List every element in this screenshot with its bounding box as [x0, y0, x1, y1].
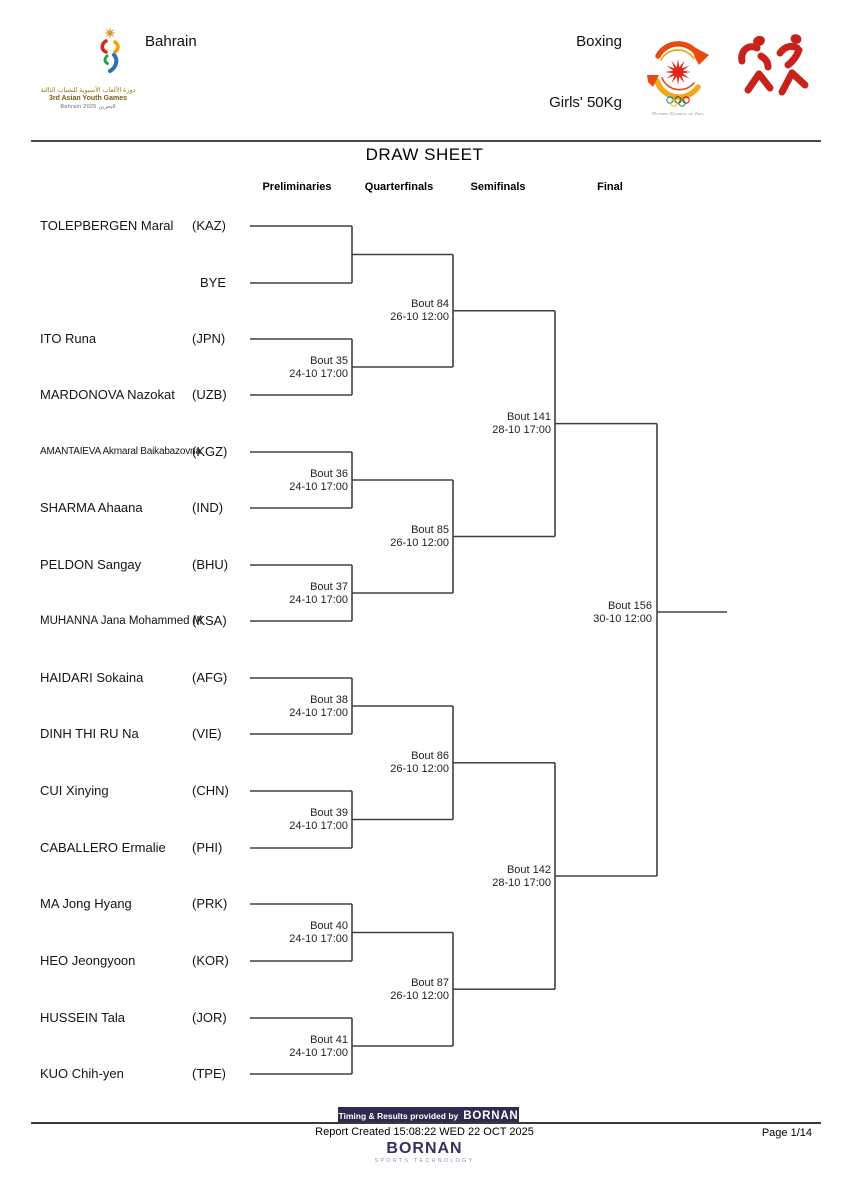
- bout-number: Bout 85: [411, 524, 449, 536]
- bout-time: 26-10 12:00: [390, 311, 449, 324]
- bout-number: Bout 142: [506, 863, 551, 876]
- bout-time: 24-10 17:00: [289, 933, 348, 945]
- bout-time: 26-10 12:00: [390, 537, 449, 549]
- competitor-name: ITO Runa: [40, 331, 97, 346]
- footer-divider: [31, 1122, 821, 1124]
- competitor-name: MARDONOVA Nazokat: [40, 387, 175, 402]
- competitor-noc: (KAZ): [192, 218, 226, 233]
- bout-label: [390, 298, 449, 324]
- round-header-final: Final: [597, 181, 623, 193]
- bornan-logo: [0, 1141, 849, 1165]
- bout-number: Bout 156: [607, 599, 652, 612]
- competitor-name: MUHANNA Jana Mohammed M: [40, 615, 203, 627]
- competitor-noc: (CHN): [192, 783, 229, 798]
- bout-label: [593, 600, 652, 626]
- bout-label: [289, 1034, 348, 1060]
- page-title: DRAW SHEET: [365, 145, 484, 164]
- bout-label: [289, 355, 348, 381]
- competitor-noc: (BHU): [192, 557, 229, 572]
- bout-time: 24-10 17:00: [289, 593, 348, 606]
- emblem-arabic-title: دورة الألعاب الآسيوية للشباب الثالثة: [40, 87, 136, 94]
- competitor-noc: (PRK): [192, 896, 228, 911]
- bout-time: 24-10 17:00: [289, 706, 348, 719]
- bornan-wordmark: BORNAN: [463, 1109, 519, 1122]
- provider-prefix-label: Timing & Results provided by: [338, 1110, 459, 1121]
- competitor-name: KUO Chih-yen: [40, 1066, 124, 1081]
- oca-logo-caption: Olympic Council of Asia: [652, 111, 704, 116]
- bye-label: BYE: [200, 275, 227, 290]
- bout-time: 30-10 12:00: [593, 612, 652, 625]
- competitor-noc: (UZB): [192, 387, 227, 402]
- bout-number: Bout 41: [310, 1033, 348, 1046]
- competitor-name: TOLEPBERGEN Maral: [40, 218, 174, 233]
- bout-time: 26-10 12:00: [390, 989, 449, 1002]
- competitor-noc: (JOR): [192, 1010, 227, 1025]
- header-sport: Boxing: [576, 33, 622, 50]
- bout-label: [390, 750, 449, 776]
- bout-label: [289, 468, 348, 494]
- competitor-name: AMANTAIEVA Akmaral Baikabazovna: [40, 446, 201, 457]
- round-header-semifinals: Semifinals: [470, 181, 526, 193]
- competitor-name: MA Jong Hyang: [40, 896, 132, 911]
- bout-time: 24-10 17:00: [289, 1046, 348, 1059]
- bout-label: [492, 411, 551, 437]
- bout-label: [289, 581, 348, 607]
- competitor-noc: (KGZ): [192, 444, 228, 459]
- bout-number: Bout 84: [411, 298, 449, 311]
- competitor-noc: (KSA): [192, 613, 227, 628]
- bout-time: 28-10 17:00: [492, 876, 551, 889]
- bout-label: [492, 864, 551, 890]
- bout-number: Bout 40: [310, 920, 348, 932]
- bout-label: [390, 977, 449, 1003]
- bout-number: Bout 36: [310, 467, 348, 480]
- competitor-name: HEO Jeongyoon: [40, 953, 136, 968]
- header-country: Bahrain: [145, 33, 197, 50]
- competitor-name: DINH THI RU Na: [40, 726, 139, 741]
- competitor-noc: (IND): [192, 500, 224, 515]
- report-created-timestamp: Report Created 15:08:22 WED 22 OCT 2025: [315, 1126, 534, 1138]
- competitor-noc: (AFG): [192, 670, 228, 685]
- bornan-logo-tagline: SPORTS TECHNOLOGY: [374, 1158, 475, 1164]
- emblem-english-title: 3rd Asian Youth Games: [48, 95, 128, 102]
- bornan-logo-text: BORNAN: [386, 1140, 463, 1157]
- header-event: Girls' 50Kg: [549, 94, 622, 111]
- competitor-name: CABALLERO Ermalie: [40, 840, 166, 855]
- round-header-preliminaries: Preliminaries: [262, 181, 332, 193]
- competitor-name: HAIDARI Sokaina: [40, 670, 144, 685]
- page-number: Page 1/14: [761, 1127, 812, 1139]
- bout-time: 28-10 17:00: [492, 424, 551, 437]
- competitor-noc: (VIE): [192, 726, 222, 741]
- emblem-subtitle: Bahrain 2025 البحرين: [60, 104, 116, 110]
- bout-time: 26-10 12:00: [390, 763, 449, 776]
- bout-number: Bout 37: [310, 580, 348, 593]
- bout-time: 24-10 17:00: [289, 480, 348, 493]
- bout-time: 24-10 17:00: [289, 367, 348, 380]
- competitor-noc: (TPE): [192, 1066, 226, 1081]
- bout-number: Bout 141: [506, 411, 551, 424]
- bout-label: [289, 920, 348, 946]
- bout-time: 24-10 17:00: [289, 820, 348, 832]
- bout-number: Bout 39: [310, 807, 348, 819]
- bout-label: [289, 694, 348, 720]
- bout-label: [289, 807, 348, 833]
- competitor-name: HUSSEIN Tala: [40, 1010, 126, 1025]
- competitor-name: SHARMA Ahaana: [40, 500, 143, 515]
- competitor-noc: (JPN): [192, 331, 226, 346]
- bout-number: Bout 86: [411, 750, 449, 763]
- competitor-name: CUI Xinying: [40, 783, 109, 798]
- bout-number: Bout 87: [411, 976, 449, 989]
- competitor-name: PELDON Sangay: [40, 557, 142, 572]
- competitor-noc: (KOR): [192, 953, 229, 968]
- bout-label: [390, 524, 449, 550]
- round-header-quarterfinals: Quarterfinals: [364, 181, 434, 193]
- competitor-noc: (PHI): [192, 840, 223, 855]
- bout-number: Bout 35: [310, 354, 348, 367]
- bout-number: Bout 38: [310, 693, 348, 706]
